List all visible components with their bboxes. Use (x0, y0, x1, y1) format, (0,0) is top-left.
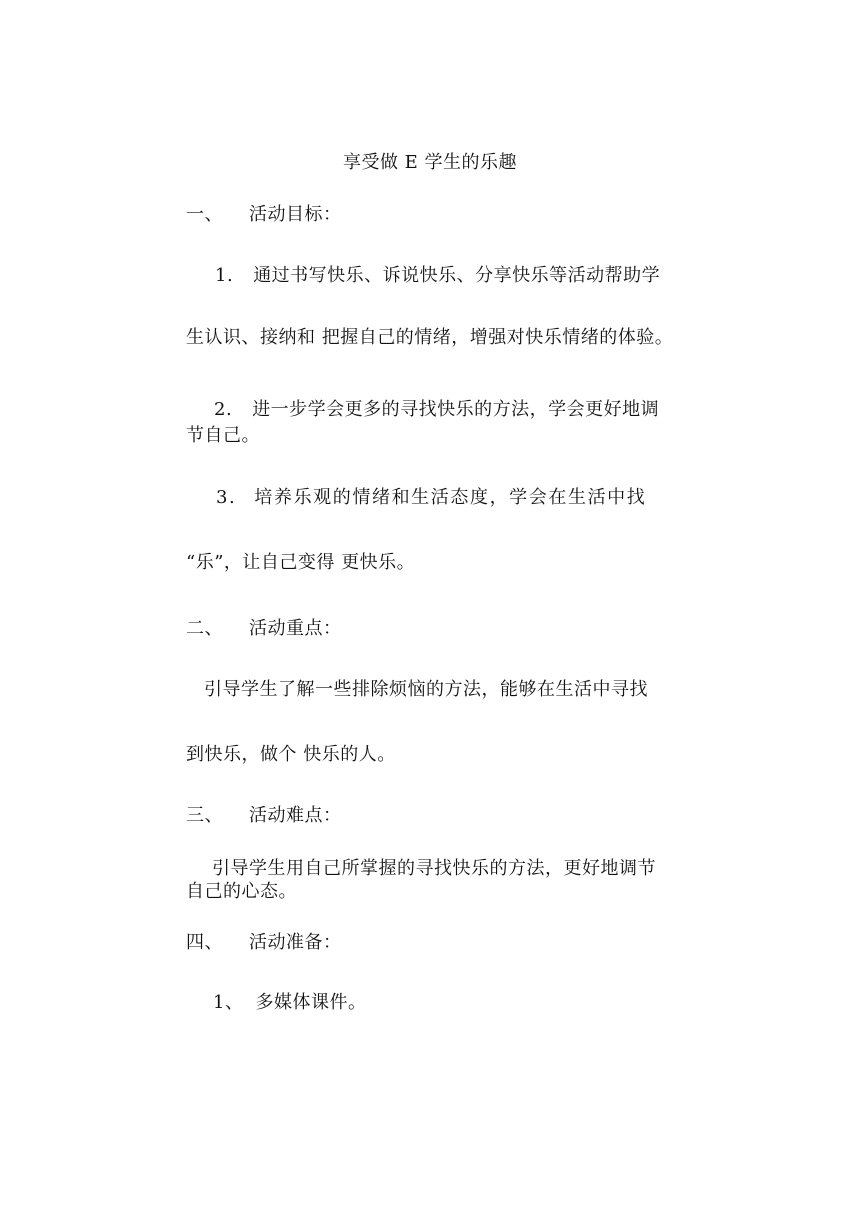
goal-item-1-line2: 生认识、接纳和 把握自己的情绪，增强对快乐情绪的体验。 (186, 327, 674, 348)
item-number: 3. (216, 487, 237, 508)
item-text: 通过书写快乐、诉说快乐、分享快乐等活动帮助学 (253, 265, 661, 286)
section-number: 四、 (186, 932, 223, 953)
section-heading-difficulty (186, 804, 342, 828)
section-number: 二、 (186, 618, 223, 639)
focus-para-line2: 到快乐，做个 快乐的人。 (186, 744, 396, 765)
goal-item-3-line2: “乐”，让自己变得 更快乐。 (186, 552, 416, 573)
item-text: 进一步学会更多的寻找快乐的方法，学会更好地调 (252, 399, 660, 420)
difficulty-para-line2: 自己的心态。 (186, 881, 297, 902)
preparation-item-1 (213, 991, 366, 1015)
goal-item-2-line1 (214, 398, 659, 422)
item-number: 1. (215, 265, 234, 286)
section-number: 三、 (186, 805, 223, 826)
section-heading-goals (186, 203, 342, 227)
focus-para-line1: 引导学生了解一些排除烦恼的方法，能够在生活中寻找 (204, 679, 648, 700)
goal-item-3-line1 (216, 486, 646, 510)
section-heading-focus (186, 617, 342, 641)
section-number: 一、 (186, 204, 223, 225)
section-title: 活动难点： (249, 805, 342, 826)
item-number: 2. (214, 399, 233, 420)
section-title: 活动准备： (249, 932, 342, 953)
section-title: 活动目标： (249, 204, 342, 225)
difficulty-para-line1: 引导学生用自己所掌握的寻找快乐的方法，更好地调节 (212, 858, 656, 879)
document-title: 享受做 E 学生的乐趣 (342, 152, 518, 173)
item-number: 1、 (213, 992, 244, 1013)
section-title: 活动重点： (249, 618, 342, 639)
item-text: 培养乐观的情绪和生活态度，学会在生活中找 (254, 487, 647, 508)
section-heading-preparation (186, 931, 342, 955)
goal-item-1-line1 (215, 264, 660, 288)
goal-item-2-line2: 节自己。 (186, 425, 260, 446)
item-text: 多媒体课件。 (255, 992, 367, 1013)
